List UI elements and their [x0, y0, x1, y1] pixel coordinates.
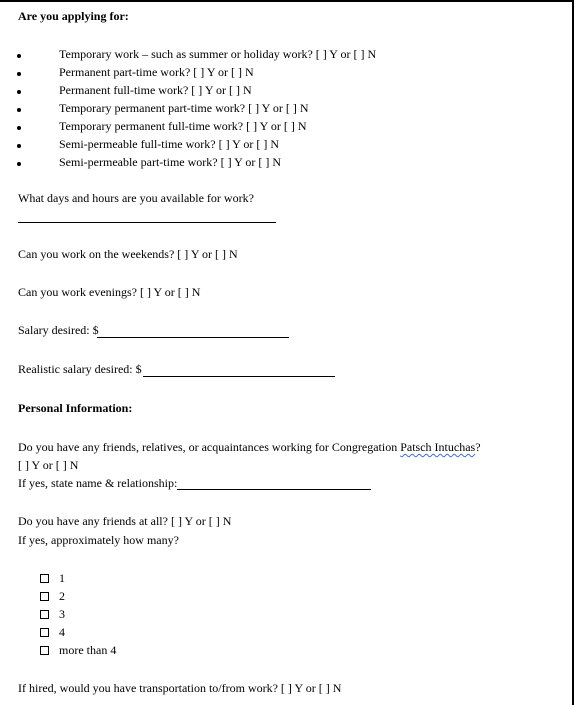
any-friends-question: Do you have any friends at all? [ ] Y or [ ] N — [18, 514, 232, 528]
bullet-icon — [17, 126, 21, 130]
applying-item-2: Permanent part-time work? [ ] Y or [ ] N — [59, 65, 254, 79]
how-many-option-more: more than 4 — [59, 643, 117, 657]
how-many-option-1: 1 — [59, 571, 65, 585]
salary-answer-line[interactable] — [97, 337, 289, 338]
checkbox-2[interactable] — [40, 592, 49, 601]
bullet-icon — [17, 72, 21, 76]
bullet-icon — [17, 144, 21, 148]
checkbox-3[interactable] — [40, 610, 49, 619]
how-many-option-4: 4 — [59, 625, 65, 639]
checkbox-more-than-4[interactable] — [40, 646, 49, 655]
applying-item-4: Temporary permanent part-time work? [ ] Y or [ ] N — [59, 101, 309, 115]
checkbox-1[interactable] — [40, 574, 49, 583]
realistic-salary-answer-line[interactable] — [143, 376, 335, 377]
checkbox-4[interactable] — [40, 628, 49, 637]
applying-item-1: Temporary work – such as summer or holiday work? [ ] Y or [ ] N — [59, 47, 377, 61]
applying-item-3: Permanent full-time work? [ ] Y or [ ] N — [59, 83, 252, 97]
relationship-answer-line[interactable] — [177, 489, 371, 490]
how-many-question: If yes, approximately how many? — [18, 533, 179, 547]
salary-label: Salary desired: $ — [18, 323, 99, 337]
how-many-option-3: 3 — [59, 607, 65, 621]
bullet-icon — [17, 54, 21, 58]
congregation-name: Patsch Intuchas — [400, 440, 476, 454]
evenings-question: Can you work evenings? [ ] Y or [ ] N — [18, 285, 201, 299]
availability-question: What days and hours are you available for work? — [18, 191, 254, 205]
bullet-icon — [17, 108, 21, 112]
applying-heading-text: Are you applying for: — [18, 9, 129, 23]
friends-question — [18, 440, 481, 454]
applying-item-7: Semi-permeable part-time work? [ ] Y or [ ] N — [59, 155, 282, 169]
personal-heading: Personal Information: — [18, 401, 133, 415]
availability-answer-line[interactable] — [18, 222, 276, 223]
applying-item-5: Temporary permanent full-time work? [ ] Y or [ ] N — [59, 119, 307, 133]
bullet-icon — [17, 90, 21, 94]
how-many-option-2: 2 — [59, 589, 65, 603]
applying-item-6: Semi-permeable full-time work? [ ] Y or [ ] N — [59, 137, 280, 151]
relationship-label: If yes, state name & relationship: — [18, 476, 178, 490]
realistic-salary-label: Realistic salary desired: $ — [18, 362, 142, 376]
friends-question-text: Do you have any friends, relatives, or acquaintances working for Congregation — [18, 440, 401, 454]
bullet-icon — [17, 162, 21, 166]
friends-question-mark: ? — [475, 440, 481, 454]
transportation-question: If hired, would you have transportation to/from work? [ ] Y or [ ] N — [18, 681, 342, 695]
page-border-top — [0, 0, 574, 2]
friends-question-yn: [ ] Y or [ ] N — [18, 458, 79, 472]
weekends-question: Can you work on the weekends? [ ] Y or [ ] N — [18, 247, 238, 261]
applying-heading — [18, 9, 129, 23]
